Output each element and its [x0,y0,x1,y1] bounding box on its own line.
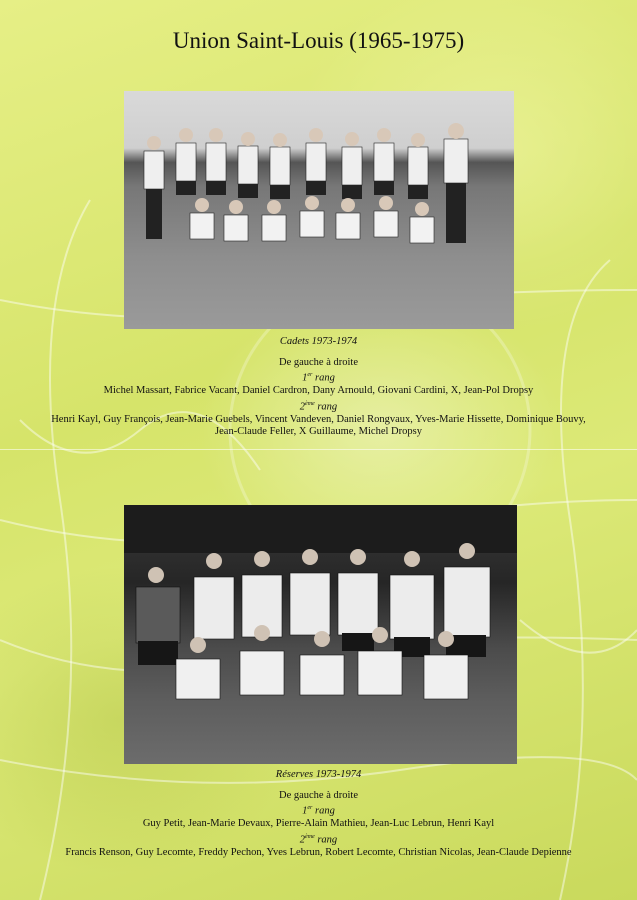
rank-1-names: Michel Massart, Fabrice Vacant, Daniel Cardron, Dany Arnould, Giovani Cardini, X, Jean-Pol Dropsy [103,385,534,396]
rank-1-label: 1er rang [302,805,335,817]
rank-2-label: 2ème rang [299,400,338,412]
rank-2-names-line-1: Henri Kayl, Guy François, Jean-Marie Guebels, Vincent Vandeven, Daniel Rongvaux, Yves-Marie Hissette, Dominique Bouvy, [51,413,586,425]
reserves-photo-figures [124,505,517,764]
rank-1-label: 1er rang [302,372,335,384]
reserves-caption-block [0,769,637,859]
cadets-caption-block [0,336,637,439]
photo-caption: Réserves 1973-1974 [275,769,362,780]
section-divider [0,449,637,450]
rank-2-names-line-2: Jean-Claude Feller, X Guillaume, Michel Dropsy [215,426,422,437]
photo-caption: Cadets 1973-1974 [279,336,358,347]
reserves-team-photo [124,505,517,764]
reading-direction: De gauche à droite [278,789,358,801]
rank-1-names: Guy Petit, Jean-Marie Devaux, Pierre-Alain Mathieu, Jean-Luc Lebrun, Henri Kayl [142,818,495,829]
cadets-team-photo [124,91,514,329]
rank-2-names-line-1: Francis Renson, Guy Lecomte, Freddy Pechon, Yves Lebrun, Robert Lecomte, Christian Nicolas, Jean-Claude Depienne [65,846,572,858]
cadets-photo-figures [124,91,514,329]
reading-direction: De gauche à droite [278,356,358,368]
page-title: Union Saint-Louis (1965-1975) [172,28,465,53]
rank-2-label: 2ème rang [299,833,338,845]
